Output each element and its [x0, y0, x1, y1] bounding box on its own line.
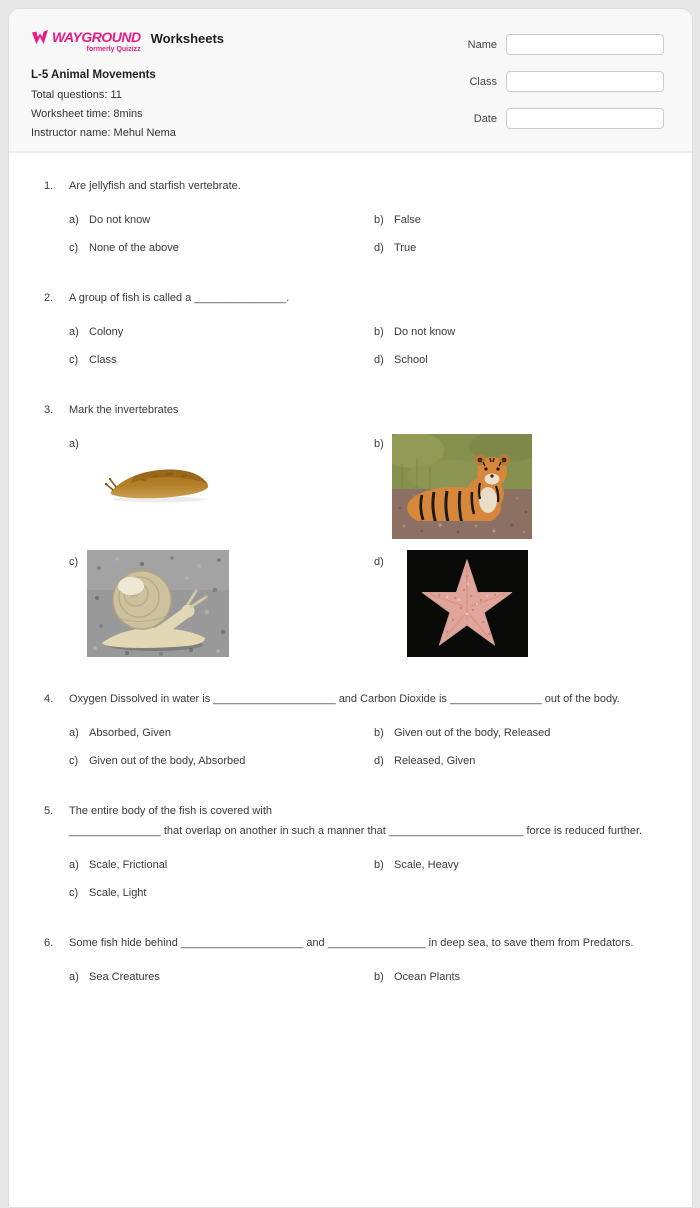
worksheet-header: [9, 9, 692, 153]
option-label: Do not know: [394, 326, 456, 338]
question-text-line2: _______________ that overlap on another in such a manner that ______________________ force is reduced further.: [69, 825, 643, 837]
question-2: [44, 290, 668, 368]
option-a: [69, 969, 374, 985]
class-field-row: [461, 71, 664, 92]
total-questions: Total questions: 11: [31, 89, 122, 101]
option-key: b): [374, 214, 384, 226]
option-a: [69, 725, 374, 741]
option-key: c): [69, 242, 79, 254]
option-label: Do not know: [89, 214, 151, 226]
option-c: [69, 885, 374, 901]
option-b: [374, 324, 668, 340]
option-key: d): [374, 242, 384, 254]
image-options-grid: [69, 436, 668, 657]
option-d: [374, 554, 668, 657]
name-field-row: [461, 34, 664, 55]
question-6: [44, 935, 668, 985]
slug-photo: [104, 458, 214, 503]
question-number: 2.: [44, 292, 54, 304]
option-b: [374, 857, 668, 873]
student-fields: [461, 29, 664, 133]
date-label: Date: [473, 112, 497, 125]
option-key: d): [374, 755, 384, 767]
option-label: None of the above: [89, 242, 179, 254]
name-label: Name: [467, 38, 497, 51]
option-label: False: [394, 214, 421, 226]
snail-image: [87, 550, 229, 657]
option-key: a): [69, 727, 79, 739]
option-key: a): [69, 326, 79, 338]
option-key: d): [374, 354, 384, 366]
option-key: b): [374, 326, 384, 338]
option-key: c): [69, 755, 79, 767]
option-label: True: [394, 242, 417, 254]
instructor-name: Instructor name: Mehul Nema: [31, 127, 176, 139]
wayground-wordmark: WAYGROUND: [52, 29, 141, 45]
questions-area: [9, 153, 692, 1039]
options-grid: [69, 857, 668, 901]
header-left: [31, 29, 225, 139]
option-d: [374, 753, 668, 769]
worksheet-time: Worksheet time: 8mins: [31, 108, 143, 120]
option-label: Class: [89, 354, 117, 366]
option-key: b): [374, 438, 384, 450]
class-input[interactable]: [506, 71, 664, 92]
option-label: Given out of the body, Absorbed: [89, 755, 246, 767]
option-label: Released, Given: [394, 755, 476, 767]
question-number: 1.: [44, 180, 54, 192]
question-number: 5.: [44, 805, 54, 817]
option-b: [374, 725, 668, 741]
worksheet-title: L-5 Animal Movements: [31, 69, 156, 81]
option-b: [374, 436, 668, 539]
question-3: [44, 402, 668, 657]
date-field-row: [461, 108, 664, 129]
options-grid: [69, 725, 668, 769]
option-label: Sea Creatures: [89, 971, 160, 983]
options-grid: [69, 212, 668, 256]
snail-photo: [87, 550, 229, 657]
question-text: Are jellyfish and starfish vertebrate.: [69, 180, 241, 192]
option-label: Given out of the body, Released: [394, 727, 551, 739]
question-text: Some fish hide behind ____________________ and ________________ in deep sea, to save them from Predators.: [69, 937, 634, 949]
option-key: c): [69, 354, 79, 366]
brand-row: [31, 29, 224, 53]
option-c: [69, 240, 374, 256]
starfish-image: [407, 550, 528, 657]
option-d: [374, 352, 668, 368]
option-label: Scale, Light: [89, 887, 147, 899]
option-key: a): [69, 859, 79, 871]
option-c: [69, 554, 374, 657]
option-label: Colony: [89, 326, 124, 338]
question-text: Mark the invertebrates: [69, 404, 179, 416]
option-d: [374, 240, 668, 256]
option-c: [69, 352, 374, 368]
option-label: Ocean Plants: [394, 971, 461, 983]
question-number-spacer: [44, 823, 69, 839]
date-input[interactable]: [506, 108, 664, 129]
slug-image: [104, 458, 214, 503]
question-text: The entire body of the fish is covered with: [69, 805, 272, 817]
question-text: Oxygen Dissolved in water is ____________________ and Carbon Dioxide is _______________ out of the body.: [69, 693, 620, 705]
option-a: [69, 324, 374, 340]
option-key: b): [374, 859, 384, 871]
option-a: [69, 212, 374, 228]
option-key: c): [69, 556, 79, 568]
option-a: [69, 436, 374, 539]
option-key: a): [69, 438, 79, 450]
wayground-w-icon: [31, 29, 49, 45]
option-c: [69, 753, 374, 769]
option-a: [69, 857, 374, 873]
option-key: c): [69, 887, 79, 899]
option-label: School: [394, 354, 428, 366]
option-label: Scale, Frictional: [89, 859, 168, 871]
question-5: [44, 803, 668, 901]
option-key: a): [69, 214, 79, 226]
starfish-photo: [407, 550, 528, 657]
tiger-photo: [392, 434, 532, 539]
question-number: 4.: [44, 693, 54, 705]
option-key: b): [374, 727, 384, 739]
worksheets-label: Worksheets: [150, 31, 225, 46]
options-grid: [69, 969, 668, 985]
option-b: [374, 212, 668, 228]
wayground-logo: [31, 29, 141, 53]
question-number: 3.: [44, 404, 54, 416]
option-key: b): [374, 971, 384, 983]
question-4: [44, 691, 668, 769]
name-input[interactable]: [506, 34, 664, 55]
formerly-quizizz-label: formerly Quizizz: [86, 46, 141, 53]
worksheet-meta: [31, 69, 224, 139]
option-label: Scale, Heavy: [394, 859, 459, 871]
option-b: [374, 969, 668, 985]
option-key: d): [374, 556, 384, 568]
worksheet-card: [8, 8, 693, 1208]
class-label: Class: [469, 75, 497, 88]
options-grid: [69, 324, 668, 368]
option-label: Absorbed, Given: [89, 727, 171, 739]
tiger-image: [392, 434, 532, 539]
question-1: [44, 178, 668, 256]
question-text: A group of fish is called a _______________.: [69, 292, 290, 304]
option-key: a): [69, 971, 79, 983]
question-number: 6.: [44, 937, 54, 949]
